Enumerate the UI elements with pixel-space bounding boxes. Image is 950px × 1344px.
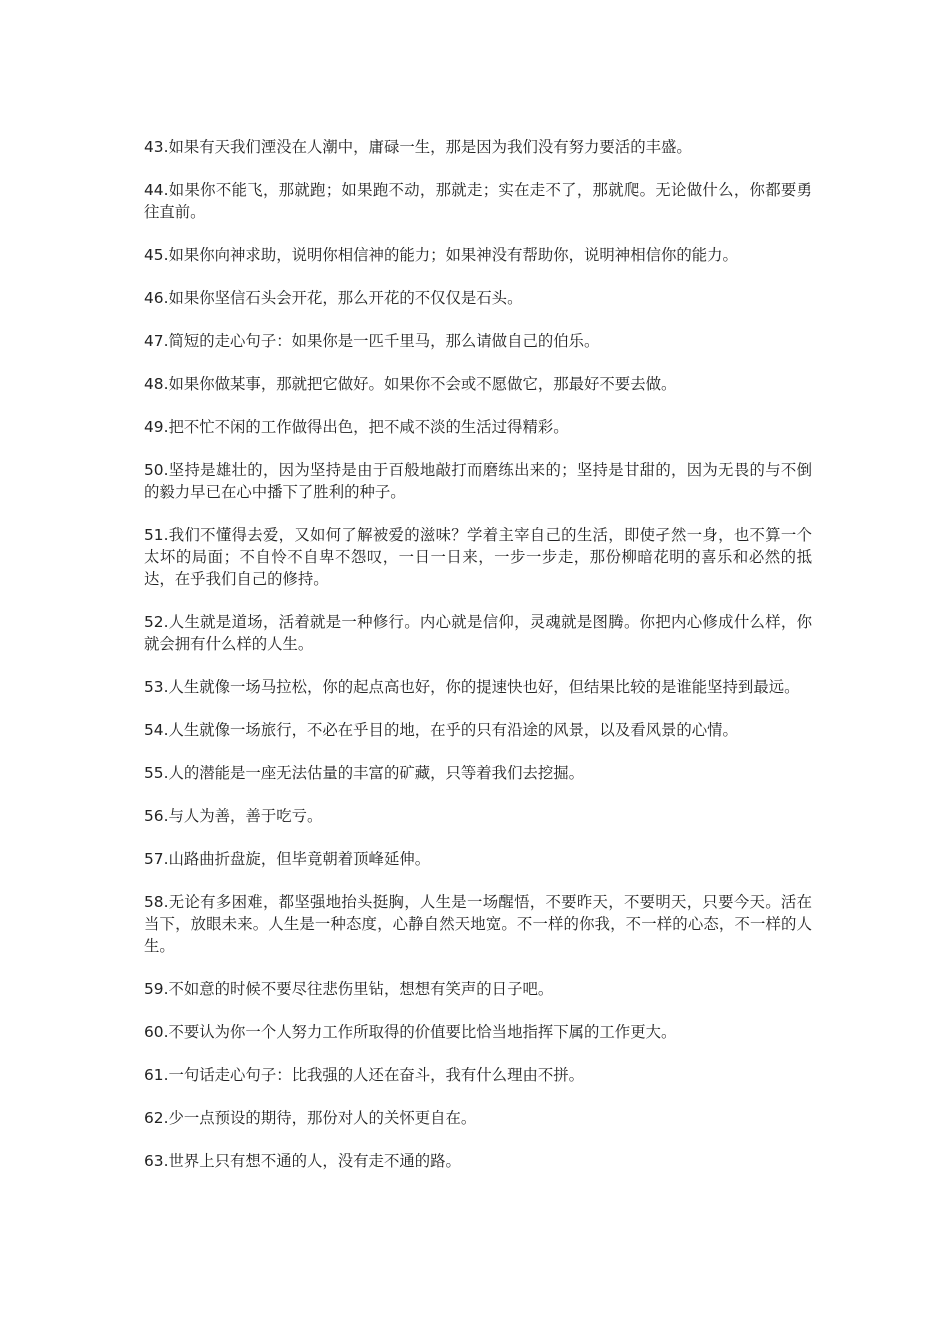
quote-paragraph: 49.把不忙不闲的工作做得出色，把不咸不淡的生活过得精彩。 bbox=[144, 418, 569, 436]
quote-paragraph: 43.如果有天我们湮没在人潮中，庸碌一生，那是因为我们没有努力要活的丰盛。 bbox=[144, 138, 692, 156]
quote-paragraph: 57.山路曲折盘旋，但毕竟朝着顶峰延伸。 bbox=[144, 850, 431, 868]
quote-paragraph: 58.无论有多困难，都坚强地抬头挺胸，人生是一场醒悟，不要昨天，不要明天，只要今天。活在当下，放眼未来。人生是一种态度，心静自然天地宽。不一样的你我，不一样的心态，不一样的人生。 bbox=[144, 893, 812, 955]
quote-paragraph: 51.我们不懂得去爱，又如何了解被爱的滋味？学着主宰自己的生活，即使孑然一身，也不算一个太坏的局面；不自怜不自卑不怨叹，一日一日来，一步一步走，那份柳暗花明的喜乐和必然的抵达，在乎我们自己的修持。 bbox=[144, 526, 812, 588]
quote-paragraph: 62.少一点预设的期待，那份对人的关怀更自在。 bbox=[144, 1109, 477, 1127]
quote-paragraph: 47.简短的走心句子：如果你是一匹千里马，那么请做自己的伯乐。 bbox=[144, 332, 600, 350]
quote-paragraph: 54.人生就像一场旅行，不必在乎目的地，在乎的只有沿途的风景，以及看风景的心情。 bbox=[144, 721, 738, 739]
quote-paragraph: 53.人生就像一场马拉松，你的起点高也好，你的提速快也好，但结果比较的是谁能坚持到最远。 bbox=[144, 678, 800, 696]
quote-paragraph: 44.如果你不能飞，那就跑；如果跑不动，那就走；实在走不了，那就爬。无论做什么，你都要勇往直前。 bbox=[144, 181, 812, 221]
quote-paragraph: 59.不如意的时候不要尽往悲伤里钻，想想有笑声的日子吧。 bbox=[144, 980, 554, 998]
quote-paragraph: 45.如果你向神求助，说明你相信神的能力；如果神没有帮助你，说明神相信你的能力。 bbox=[144, 246, 738, 264]
quote-paragraph: 60.不要认为你一个人努力工作所取得的价值要比恰当地指挥下属的工作更大。 bbox=[144, 1023, 677, 1041]
quote-list bbox=[144, 136, 812, 1193]
quote-paragraph: 55.人的潜能是一座无法估量的丰富的矿藏，只等着我们去挖掘。 bbox=[144, 764, 585, 782]
quote-paragraph: 61.一句话走心句子：比我强的人还在奋斗，我有什么理由不拼。 bbox=[144, 1066, 585, 1084]
quote-paragraph: 46.如果你坚信石头会开花，那么开花的不仅仅是石头。 bbox=[144, 289, 523, 307]
quote-paragraph: 56.与人为善，善于吃亏。 bbox=[144, 807, 323, 825]
quote-paragraph: 50.坚持是雄壮的，因为坚持是由于百般地敲打而磨练出来的；坚持是甘甜的，因为无畏的与不倒的毅力早已在心中播下了胜利的种子。 bbox=[144, 461, 812, 501]
quote-paragraph: 52.人生就是道场，活着就是一种修行。内心就是信仰，灵魂就是图腾。你把内心修成什么样，你就会拥有什么样的人生。 bbox=[144, 613, 812, 653]
quote-paragraph: 63.世界上只有想不通的人，没有走不通的路。 bbox=[144, 1152, 461, 1170]
quote-paragraph: 48.如果你做某事，那就把它做好。如果你不会或不愿做它，那最好不要去做。 bbox=[144, 375, 677, 393]
